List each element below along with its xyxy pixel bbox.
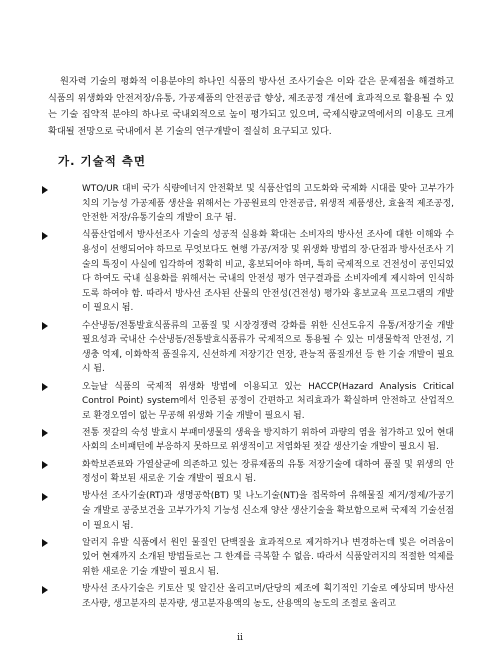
bullet-item: [42, 380, 454, 424]
bullet-text: 식품산업에서 방사선조사 기술의 성공적 실용화 확대는 소비자의 방사선 조사에 대한 이해와 수용성이 선행되어야 하므로 무엇보다도 현행 가공/저장 및 위생화 방법의 장·단점과 방사선조사 기술의 특징이 사실에 입각하여 정확히 비교, 홍보되어야 하며, 특히 국제적으로 건전성이 공인되었다 하여도 국내 실용화를 위해서는 국내의 안전성 평가 연구결과를 소비자에게 제시하여 인식하도록 하여야 함. 따라서 방사선 조사된 산물의 안전성(건전성) 평가와 홍보교육 프로그램의 개발이 필요시 됨.: [82, 230, 454, 314]
bullet-arrow-icon: [42, 429, 48, 437]
bullet-text: 오늘날 식품의 국제적 위생화 방법에 이용되고 있는 HACCP(Hazard Analysis Critical Control Point) system에서 인증된 공정이 간편하고 처리효과가 확실하며 안전하고 산업적으로 환경오염이 없는 무공해 위생화 기술 개발이 필요시 됨.: [82, 381, 454, 421]
bullet-item: [42, 458, 454, 487]
bullet-text: WTO/UR 대비 국가 식량에너지 안전확보 및 식품산업의 고도화와 국제화 시대를 맞아 고부가가치의 기능성 가공제품 생산을 위해서는 가공원료의 안전공급, 위생적 제품생산, 효율적 제조공정, 안전한 저장/유통기술의 개발이 요구 됨.: [82, 184, 454, 224]
bullet-arrow-icon: [42, 232, 48, 240]
bullet-item: [42, 228, 454, 316]
bullet-item: [42, 582, 454, 611]
bullet-text: 알러지 유발 식품에서 원인 물질인 단백질을 효과적으로 제거하거나 변경하는데 빛은 어려움이 있어 현재까지 소개된 방법들로는 그 한계를 극복할 수 없음. 따라서 식품알러지의 적절한 억제를 위한 새로운 기술 개발이 필요시 됨.: [82, 537, 454, 577]
bullet-arrow-icon: [42, 586, 48, 594]
bullet-item: [42, 319, 454, 377]
bullet-item: [42, 426, 454, 455]
bullet-list: [42, 182, 454, 614]
bullet-arrow-icon: [42, 186, 48, 194]
page-number: ii: [237, 633, 243, 643]
bullet-arrow-icon: [42, 461, 48, 469]
bullet-text: 수산냉동/전통발효식품류의 고품질 및 시장경쟁력 강화를 위한 신선도유지 유통/저장기술 개발 필요성과 국내산 수산냉동/전통발효식품류가 국제적으로 통용될 수 있는 미생물학적 안전성, 기생충 억제, 이화학적 품질유지, 신선하게 저장기간 연장, 관능적 품질개선 등 한 기술 개발이 필요시 됨.: [82, 320, 454, 375]
bullet-text: 화학보존료와 가열살균에 의존하고 있는 장류제품의 유통 저장기술에 대하여 품질 및 위생의 안정성이 확보된 새로운 기술 개발이 필요시 됨.: [82, 459, 454, 485]
bullet-arrow-icon: [42, 383, 48, 391]
bullet-item: [42, 536, 454, 580]
bullet-item: [42, 489, 454, 533]
intro-paragraph: 원자력 기술의 평화적 이용분야의 하나인 식품의 방사선 조사기술은 이와 같은 문제점을 해결하고 식품의 위생화와 안전저장/유통, 가공제품의 안전공급 향상, 제조공정 개선에 효과적으로 활용될 수 있는 기술 집약적 분야의 하나로 국내외적으로 높이 평가되고 있으며, 국제식량교역에서의 이용도 크게 확대될 전망으로 국내에서 본 기술의 연구개발이 절실히 요구되고 있다.: [48, 76, 454, 137]
bullet-text: 방사선 조사기술(RT)과 생명공학(BT) 및 나노기술(NT)을 접목하여 유해물질 제거/정제/가공기술 개발로 공중보건을 고부가가치 기능성 신소재 양산 생산기술을 확보함으로써 국제적 기술선점이 필요시 됨.: [82, 491, 454, 531]
bullet-text: 전통 젓갈의 숙성 발효시 부패미생물의 생육을 방지하기 위하여 과량의 염을 첨가하고 있어 현대사회의 소비패턴에 부응하지 못하므로 위생적이고 저염화된 젓갈 생산기술 개발이 필요시 됨.: [82, 427, 454, 453]
bullet-arrow-icon: [42, 539, 48, 547]
bullet-item: [42, 182, 454, 226]
bullet-arrow-icon: [42, 322, 48, 330]
section-heading: 가. 기술적 측면: [58, 154, 147, 168]
bullet-arrow-icon: [42, 493, 48, 501]
bullet-text: 방사선 조사기술은 키토산 및 알긴산 올리고머/단당의 제조에 획기적인 기술로 예상되며 방사선 조사량, 생고분자의 분자량, 생고분자용액의 농도, 산용액의 농도의 조절로 올리고: [82, 584, 454, 609]
